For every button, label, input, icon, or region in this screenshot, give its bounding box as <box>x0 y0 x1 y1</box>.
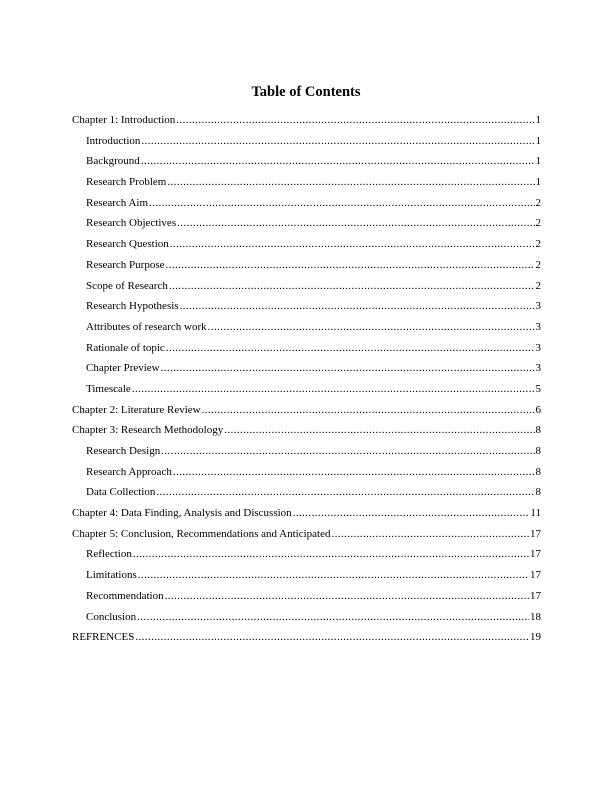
toc-page-number: 1 <box>535 134 541 147</box>
toc-entry-label: Chapter Preview <box>86 362 160 375</box>
toc-leader-dots <box>166 341 535 355</box>
toc-entry[interactable] <box>72 113 541 134</box>
toc-entry-label: Research Approach <box>86 465 172 478</box>
toc-leader-dots <box>177 216 534 230</box>
toc-leader-dots <box>156 485 534 499</box>
toc-page-number: 2 <box>535 279 541 292</box>
toc-entry[interactable] <box>72 465 541 486</box>
toc-entry-label: Timescale <box>86 382 131 395</box>
toc-page-number: 2 <box>535 238 541 251</box>
toc-page-number: 17 <box>530 569 541 582</box>
toc-entry-label: Scope of Research <box>86 279 168 292</box>
toc-page-number: 11 <box>530 507 541 520</box>
toc-leader-dots <box>135 630 529 644</box>
toc-entry[interactable] <box>72 196 541 217</box>
toc-leader-dots <box>176 113 534 127</box>
toc-leader-dots <box>169 279 535 293</box>
toc-entry[interactable] <box>72 341 541 362</box>
toc-entry[interactable] <box>72 610 541 631</box>
toc-entry-label: Attributes of research work <box>86 320 207 333</box>
toc-entry[interactable] <box>72 134 541 155</box>
toc-entry-label: Research Objectives <box>86 217 177 230</box>
toc-leader-dots <box>161 444 534 458</box>
toc-entry[interactable] <box>72 175 541 196</box>
toc-leader-dots <box>166 258 535 272</box>
toc-entry[interactable] <box>72 237 541 258</box>
toc-leader-dots <box>180 299 535 313</box>
toc-title: Table of Contents <box>251 84 361 100</box>
toc-entry-label: Conclusion <box>86 610 137 623</box>
toc-entry-label: Limitations <box>86 569 137 582</box>
toc-entry-label: Research Hypothesis <box>86 300 179 313</box>
toc-entry-label: Chapter 2: Literature Review <box>72 403 201 416</box>
toc-entry-label: Research Question <box>86 238 169 251</box>
toc-entry-label: Background <box>86 155 140 168</box>
toc-page-number: 3 <box>535 320 541 333</box>
toc-page-number: 3 <box>535 362 541 375</box>
toc-page-number: 2 <box>535 217 541 230</box>
toc-entry-label: Chapter 5: Conclusion, Recommendations and Anticipated <box>72 527 331 540</box>
toc-entry-label: Introduction <box>86 134 141 147</box>
toc-entry-label: Chapter 3: Research Methodology <box>72 424 224 437</box>
toc-page-number: 18 <box>530 610 541 623</box>
toc-page-number: 17 <box>530 589 541 602</box>
toc-entry[interactable] <box>72 485 541 506</box>
toc-entry[interactable] <box>72 403 541 424</box>
toc-page-number: 6 <box>535 403 541 416</box>
toc-page-number: 8 <box>535 486 541 499</box>
toc-leader-dots <box>133 547 529 561</box>
toc-leader-dots <box>138 568 529 582</box>
toc-entry-label: Rationale of topic <box>86 341 165 354</box>
toc-entry[interactable] <box>72 258 541 279</box>
toc-entry[interactable] <box>72 216 541 237</box>
toc-entry-label: Research Design <box>86 445 161 457</box>
toc-page-number: 17 <box>530 527 541 540</box>
toc-entry[interactable] <box>72 506 541 527</box>
toc-entry-label: Research Problem <box>86 176 167 189</box>
toc-entry[interactable] <box>72 444 541 465</box>
toc-leader-dots <box>224 423 534 437</box>
toc-page-number: 2 <box>535 196 541 209</box>
toc-leader-dots <box>141 154 535 168</box>
toc-leader-dots <box>161 361 535 375</box>
toc-entry-label: Research Aim <box>86 196 149 209</box>
toc-leader-dots <box>141 134 534 148</box>
toc-entry-label: REFRENCES <box>72 631 135 644</box>
toc-entry-label: Data Collection <box>86 486 156 499</box>
toc-page-number: 3 <box>535 341 541 354</box>
toc-entry[interactable] <box>72 568 541 589</box>
toc-page-number: 1 <box>535 114 541 126</box>
toc-leader-dots <box>137 610 529 624</box>
toc-entry[interactable] <box>72 299 541 320</box>
toc-leader-dots <box>165 589 529 603</box>
toc-entry[interactable] <box>72 589 541 610</box>
toc-page-number: 1 <box>535 176 541 189</box>
toc-entry[interactable] <box>72 154 541 175</box>
toc-leader-dots <box>149 196 534 210</box>
toc-entry[interactable] <box>72 630 541 651</box>
toc-leader-dots <box>208 320 535 334</box>
toc-leader-dots <box>132 382 535 396</box>
toc-entry-label: Reflection <box>86 548 132 561</box>
toc-page-number: 1 <box>535 155 541 168</box>
toc-leader-dots <box>173 465 535 479</box>
toc-entry-label: Recommendation <box>86 589 164 602</box>
toc-entry[interactable] <box>72 382 541 403</box>
toc-entry[interactable] <box>72 547 541 568</box>
toc-leader-dots <box>167 175 534 189</box>
toc-entry-label: Chapter 4: Data Finding, Analysis and Discussion <box>72 507 292 520</box>
toc-page-number: 17 <box>530 548 541 561</box>
toc-leader-dots <box>170 237 535 251</box>
toc-entry[interactable] <box>72 527 541 548</box>
toc-leader-dots <box>293 506 530 520</box>
toc-page-number: 5 <box>535 382 541 395</box>
toc-page-number: 8 <box>535 424 541 437</box>
toc-page-number: 8 <box>535 465 541 478</box>
toc-entry-label: Chapter 1: Introduction <box>72 114 176 126</box>
toc-page-number: 3 <box>535 300 541 313</box>
toc-leader-dots <box>202 403 535 417</box>
toc-page-number: 8 <box>535 445 541 457</box>
toc-entry[interactable] <box>72 320 541 341</box>
toc-leader-dots <box>331 527 529 541</box>
toc-entry[interactable] <box>72 361 541 382</box>
toc-entry-label: Research Purpose <box>86 258 165 271</box>
toc-page-number: 19 <box>530 631 541 644</box>
toc-list <box>72 113 541 651</box>
toc-entry[interactable] <box>72 423 541 444</box>
toc-entry[interactable] <box>72 279 541 300</box>
toc-page-number: 2 <box>535 258 541 271</box>
